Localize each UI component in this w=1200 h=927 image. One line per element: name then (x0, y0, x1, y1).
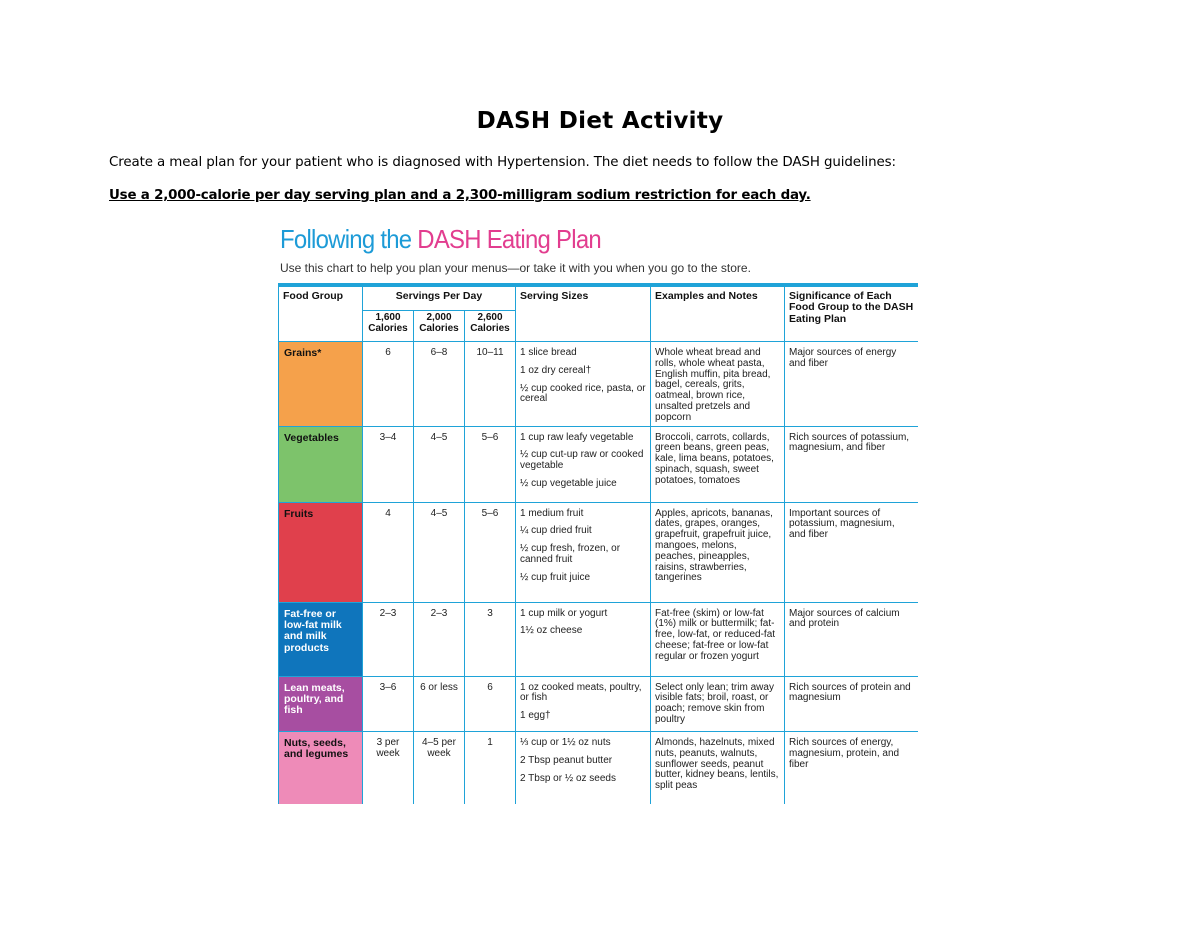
significance-cell: Important sources of potassium, magnesium, and fiber (785, 502, 919, 602)
table-row-fruits (279, 502, 919, 602)
figure-title-part2: DASH Eating Plan (417, 224, 601, 254)
serving-size-line: 1 cup raw leafy vegetable (520, 431, 634, 443)
serving-size-line: 1 oz dry cereal† (520, 364, 592, 376)
serving-size-line: ½ cup vegetable juice (520, 477, 617, 489)
serving-size-line: ½ cup fresh, frozen, or canned fruit (520, 543, 621, 565)
examples-cell: Whole wheat bread and rolls, whole wheat pasta, English muffin, pita bread, bagel, cereals, grits, oatmeal, brown rice, unsalted pretzels and popcorn (651, 342, 785, 427)
significance-cell: Major sources of energy and fiber (785, 342, 919, 427)
significance-cell: Rich sources of protein and magnesium (785, 676, 919, 731)
document-title: DASH Diet Activity (476, 108, 724, 134)
servings-2000-cell: 2–3 (414, 602, 465, 676)
serving-sizes-cell (516, 426, 651, 502)
food-group-cell: Lean meats, poultry, and fish (279, 676, 363, 731)
servings-2000-cell: 4–5 (414, 502, 465, 602)
header-servings-per-day: Servings Per Day (363, 287, 516, 311)
serving-size-line: ½ cup fruit juice (520, 571, 591, 583)
dash-food-group-table (278, 286, 918, 804)
serving-size-line: 2 Tbsp peanut butter (520, 754, 613, 766)
servings-1600-cell: 3 per week (363, 731, 414, 804)
examples-cell: Apples, apricots, bananas, dates, grapes, oranges, grapefruit, grapefruit juice, mangoes, melons, peaches, pineapples, raisins, strawberries, tangerines (651, 502, 785, 602)
serving-size-line: 1 egg† (520, 710, 551, 722)
serving-size-line: ½ cup cooked rice, pasta, or cereal (520, 382, 646, 405)
serving-sizes-cell (516, 602, 651, 676)
servings-1600-cell: 2–3 (363, 602, 414, 676)
figure-subtitle: Use this chart to help you plan your menus—or take it with you when you go to the store. (280, 261, 751, 275)
servings-2600-cell: 5–6 (465, 426, 516, 502)
food-group-cell: Nuts, seeds, and legumes (279, 731, 363, 804)
serving-size-line: ¼ cup dried fruit (520, 525, 592, 537)
serving-sizes-cell (516, 502, 651, 602)
examples-cell: Almonds, hazelnuts, mixed nuts, peanuts, walnuts, sunflower seeds, peanut butter, kidney beans, lentils, split peas (651, 731, 785, 804)
serving-size-line: ⅓ cup or 1½ oz nuts (520, 736, 611, 748)
table-row-vegetables (279, 426, 919, 502)
servings-2600-cell: 1 (465, 731, 516, 804)
header-significance: Significance of Each Food Group to the DASH Eating Plan (785, 287, 919, 342)
significance-cell: Major sources of calcium and protein (785, 602, 919, 676)
serving-sizes-cell (516, 342, 651, 427)
table-header-row (279, 287, 919, 311)
significance-cell: Rich sources of energy, magnesium, protein, and fiber (785, 731, 919, 804)
dash-eating-plan-figure (278, 222, 918, 804)
header-serving-sizes: Serving Sizes (516, 287, 651, 342)
significance-cell: Rich sources of potassium, magnesium, and fiber (785, 426, 919, 502)
servings-2000-cell: 6–8 (414, 342, 465, 427)
table-row-lean-meats (279, 676, 919, 731)
examples-cell: Broccoli, carrots, collards, green beans, green peas, kale, lima beans, potatoes, spinach, squash, sweet potatoes, tomatoes (651, 426, 785, 502)
serving-size-line: 1½ oz cheese (520, 625, 583, 637)
food-group-cell: Vegetables (279, 426, 363, 502)
servings-2600-cell: 6 (465, 676, 516, 731)
food-group-cell: Grains* (279, 342, 363, 427)
header-1600-calories: 1,600 Calories (363, 311, 414, 342)
examples-cell: Fat-free (skim) or low-fat (1%) milk or buttermilk; fat-free, low-fat, or reduced-fat cheese; fat-free or low-fat regular or frozen yogurt (651, 602, 785, 676)
document-instruction-text: Use a 2,000-calorie per day serving plan and a 2,300-milligram sodium restriction for each day. (109, 188, 811, 203)
servings-2000-cell: 4–5 per week (414, 731, 465, 804)
food-group-cell: Fat-free or low-fat milk and milk products (279, 602, 363, 676)
servings-2000-cell: 6 or less (414, 676, 465, 731)
header-food-group: Food Group (279, 287, 363, 342)
servings-1600-cell: 3–6 (363, 676, 414, 731)
document-intro-text: Create a meal plan for your patient who is diagnosed with Hypertension. The diet needs to follow the DASH guidelines: (109, 155, 896, 170)
servings-2600-cell: 3 (465, 602, 516, 676)
serving-sizes-cell (516, 731, 651, 804)
servings-2600-cell: 10–11 (465, 342, 516, 427)
serving-size-line: 1 oz cooked meats, poultry, or fish (520, 681, 642, 704)
serving-size-line: 1 cup milk or yogurt (520, 607, 608, 619)
servings-2600-cell: 5–6 (465, 502, 516, 602)
servings-1600-cell: 4 (363, 502, 414, 602)
serving-sizes-cell (516, 676, 651, 731)
examples-cell: Select only lean; trim away visible fats; broil, roast, or poach; remove skin from poultry (651, 676, 785, 731)
serving-size-line: ½ cup cut-up raw or cooked vegetable (520, 449, 644, 472)
serving-size-line: 2 Tbsp or ½ oz seeds (520, 772, 616, 784)
serving-size-line: 1 medium fruit (520, 507, 584, 519)
header-2000-calories: 2,000 Calories (414, 311, 465, 342)
figure-title-part1: Following the (280, 224, 418, 254)
food-group-cell: Fruits (279, 502, 363, 602)
serving-size-line: 1 slice bread (520, 347, 577, 358)
header-2600-calories: 2,600 Calories (465, 311, 516, 342)
header-examples-notes: Examples and Notes (651, 287, 785, 342)
servings-1600-cell: 6 (363, 342, 414, 427)
table-row-dairy (279, 602, 919, 676)
servings-2000-cell: 4–5 (414, 426, 465, 502)
figure-title (280, 224, 601, 255)
table-row-grains (279, 342, 919, 427)
servings-1600-cell: 3–4 (363, 426, 414, 502)
table-row-nuts-seeds-legumes (279, 731, 919, 804)
